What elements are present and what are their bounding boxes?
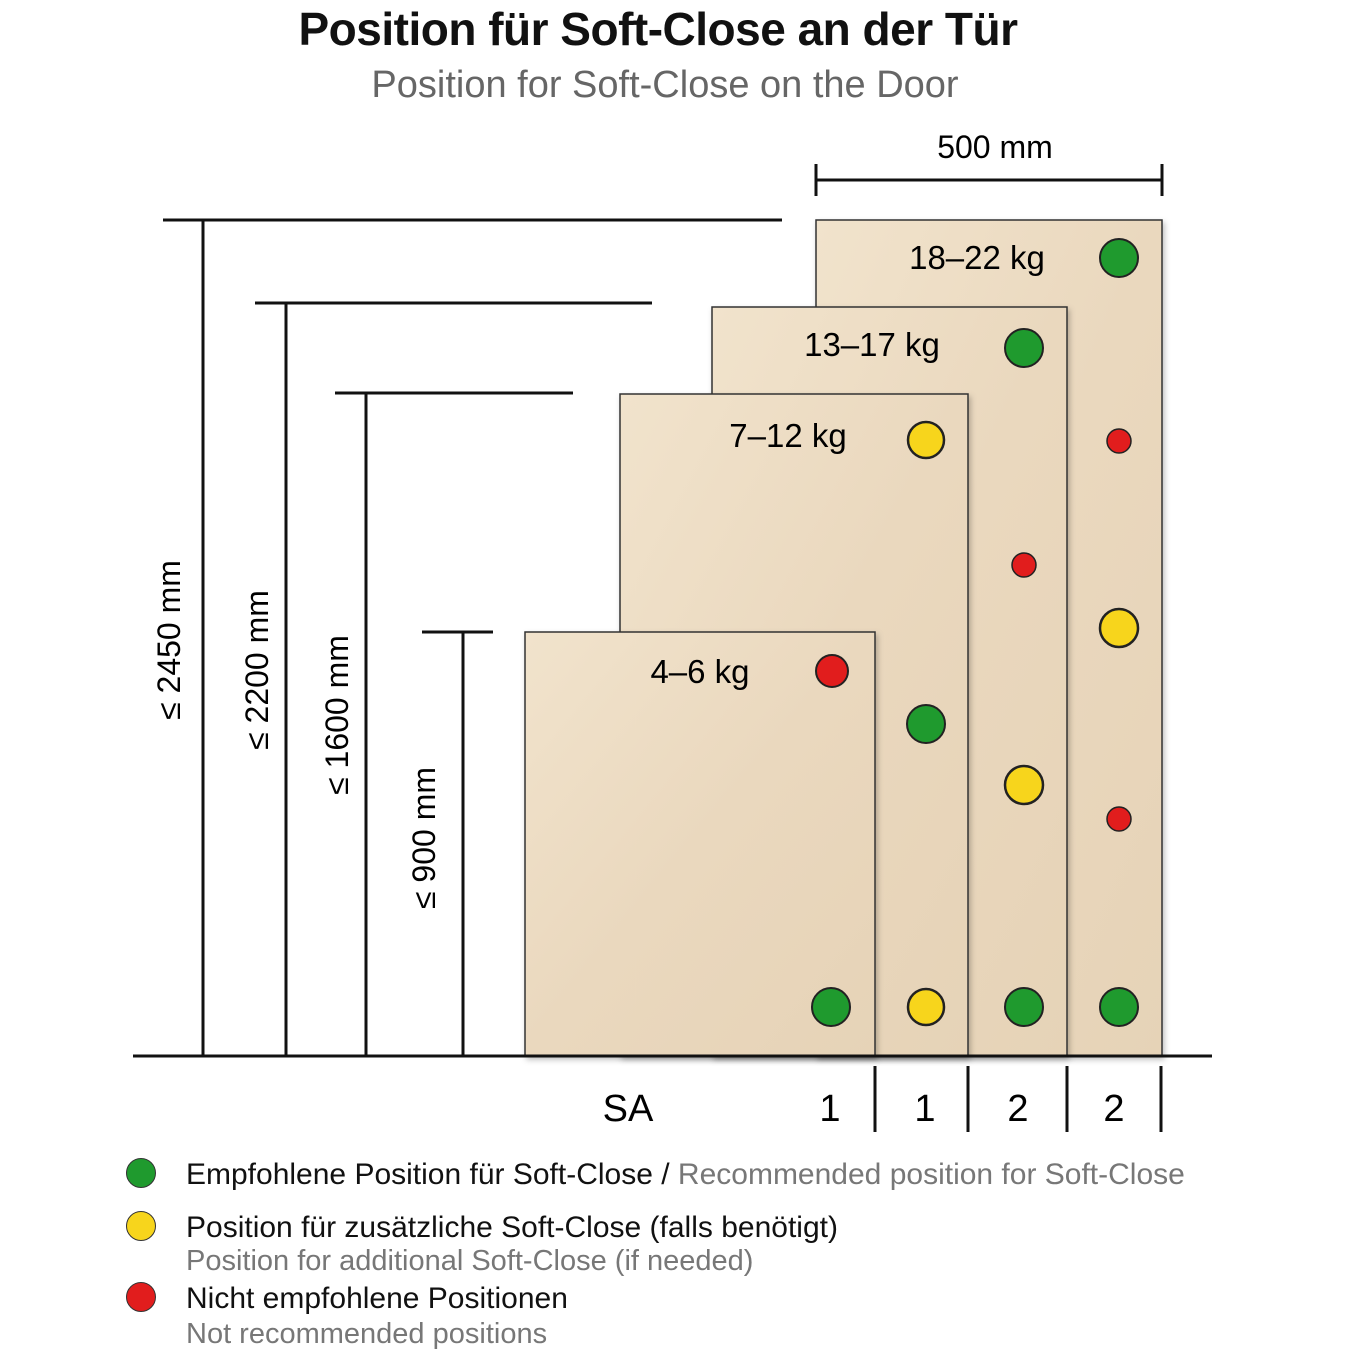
door-weight-label: 7–12 kg (729, 417, 847, 454)
legend-dot-green (126, 1158, 156, 1188)
count-value: 2 (1103, 1088, 1125, 1130)
door-weight-label: 4–6 kg (650, 653, 750, 690)
door-weight-label: 18–22 kg (909, 239, 1045, 276)
legend-text-en: Position for additional Soft-Close (if needed) (186, 1245, 754, 1277)
soft-close-marker (1005, 329, 1043, 367)
soft-close-marker (908, 989, 944, 1025)
legend-text-en: Not recommended positions (186, 1318, 548, 1350)
soft-close-marker (908, 422, 944, 458)
soft-close-marker (1100, 988, 1138, 1026)
soft-close-marker (1005, 766, 1043, 804)
soft-close-marker (907, 705, 945, 743)
height-limit-label: ≤ 900 mm (406, 766, 442, 910)
count-value: 1 (914, 1088, 936, 1130)
legend-separator: / (652, 1158, 678, 1191)
legend-text-de: Nicht empfohlene Positionen (186, 1282, 568, 1315)
soft-close-marker (1100, 239, 1138, 277)
soft-close-marker (1107, 807, 1131, 831)
legend-dot-yellow (126, 1211, 156, 1241)
count-value: 1 (819, 1088, 841, 1130)
page-title: Position für Soft-Close an der Tür (298, 3, 1018, 55)
legend-text-de: Position für zusätzliche Soft-Close (falls benötigt) (186, 1211, 838, 1244)
legend-text-en: Recommended position for Soft-Close (677, 1158, 1185, 1191)
soft-close-marker (816, 655, 848, 687)
legend-text-de: Empfohlene Position für Soft-Close (186, 1158, 653, 1191)
width-dimension-label: 500 mm (937, 129, 1053, 165)
height-limit-label: ≤ 2200 mm (239, 590, 275, 750)
door-weight-label: 13–17 kg (804, 326, 940, 363)
soft-close-marker (1107, 429, 1131, 453)
width-dimension (816, 129, 1162, 196)
count-value: 2 (1007, 1088, 1029, 1130)
legend-dot-red (126, 1282, 156, 1312)
count-axis-label: SA (602, 1088, 654, 1130)
legend-text (186, 1158, 1185, 1192)
soft-close-marker (1012, 553, 1036, 577)
height-limit-label: ≤ 2450 mm (151, 560, 187, 720)
height-limit-label: ≤ 1600 mm (319, 635, 355, 795)
page-subtitle: Position for Soft-Close on the Door (371, 64, 959, 106)
soft-close-marker (812, 988, 850, 1026)
soft-close-marker (1100, 609, 1138, 647)
count-row (603, 1066, 1161, 1132)
soft-close-marker (1005, 988, 1043, 1026)
